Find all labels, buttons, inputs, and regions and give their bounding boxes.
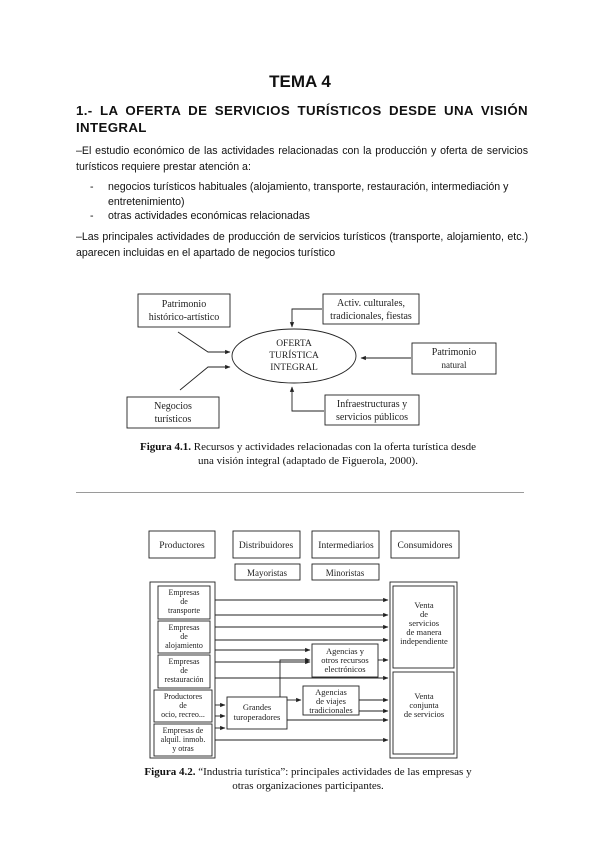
- label-patrimonio-natural-2: natural: [441, 360, 467, 370]
- label-venta-conj-3: de servicios: [403, 709, 445, 719]
- bullet-text: negocios turísticos habituales (alojamiento, transporte, restauración, intermediación y entretenimiento): [108, 181, 509, 208]
- center-label-3: INTEGRAL: [270, 363, 318, 373]
- label-agencias-viajes-2: de viajes: [316, 696, 346, 706]
- label-patrimonio-natural-1: Patrimonio: [431, 347, 477, 358]
- header-intermediarios-label: Intermediarios: [318, 541, 374, 551]
- label-venta-ind-5: independiente: [400, 636, 448, 646]
- label-alquiler-3: y otras: [172, 744, 194, 753]
- label-ocio-3: ocio, recreo...: [161, 710, 205, 719]
- label-restauracion-3: restauración: [164, 675, 204, 684]
- label-agencias-otros-2: otros recursos: [321, 655, 369, 665]
- label-activ-culturales-1: Activ. culturales,: [337, 298, 405, 309]
- label-transporte-3: transporte: [168, 606, 200, 615]
- label-agencias-viajes-3: tradicionales: [309, 705, 353, 715]
- figure-4-2-caption: [140, 765, 476, 793]
- label-patrimonio-historico-1: Patrimonio: [161, 299, 207, 310]
- label-activ-culturales-2: tradicionales, fiestas: [330, 311, 412, 322]
- sub-mayoristas-label: Mayoristas: [247, 568, 287, 578]
- label-restauracion-2: de: [180, 666, 188, 675]
- label-transporte-1: Empresas: [168, 588, 200, 597]
- label-alquiler-2: alquil. inmob.: [160, 735, 206, 744]
- header-distribuidores-label: Distribuidores: [238, 541, 294, 551]
- label-venta-conj-1: Venta: [414, 691, 434, 701]
- section-heading: 1.- LA OFERTA DE SERVICIOS TURÍSTICOS DESDE UNA VISIÓN INTEGRAL: [76, 103, 528, 135]
- header-consumidores-label: Consumidores: [397, 541, 453, 551]
- bullet-marker: -: [90, 181, 94, 193]
- label-venta-ind-1: Venta: [414, 600, 434, 610]
- center-label-2: TURÍSTICA: [269, 351, 319, 361]
- label-patrimonio-historico-2: histórico-artístico: [148, 312, 220, 323]
- center-label-1: OFERTA: [276, 339, 312, 349]
- label-venta-ind-3: servicios: [408, 618, 440, 628]
- bullet-marker: -: [90, 210, 94, 222]
- label-ocio-1: Productores: [163, 692, 203, 701]
- label-alquiler-1: Empresas de: [162, 726, 204, 735]
- label-agencias-otros-1: Agencias y: [325, 646, 365, 656]
- label-negocios-2: turísticos: [154, 414, 192, 425]
- label-venta-conj-2: conjunta: [409, 700, 439, 710]
- label-venta-ind-2: de: [419, 609, 429, 619]
- caption-text: “Industria turística”: principales actividades de las empresas y otras organizaciones participantes.: [198, 766, 472, 792]
- label-alojamiento-2: de: [180, 632, 188, 641]
- label-infraestructuras-2: servicios públicos: [336, 412, 408, 423]
- label-agencias-otros-3: electrónicos: [324, 664, 366, 674]
- label-venta-ind-4: de manera: [406, 627, 442, 637]
- label-restauracion-1: Empresas: [168, 657, 200, 666]
- caption-label: Figura 4.1.: [140, 441, 192, 453]
- label-infraestructuras-1: Infraestructuras y: [336, 399, 408, 410]
- label-alojamiento-1: Empresas: [168, 623, 200, 632]
- label-alojamiento-3: alojamiento: [165, 641, 203, 650]
- caption-label: Figura 4.2.: [144, 766, 196, 778]
- label-grandes-2: turoperadores: [233, 712, 281, 722]
- label-agencias-viajes-1: Agencias: [315, 687, 347, 697]
- label-transporte-2: de: [180, 597, 188, 606]
- sub-minoristas-label: Minoristas: [325, 568, 365, 578]
- label-ocio-2: de: [179, 701, 187, 710]
- intro-paragraph: –El estudio económico de las actividades relacionadas con la producción y oferta de servicios turísticos requiere prestar atención a:: [76, 145, 528, 173]
- label-negocios-1: Negocios: [154, 401, 192, 412]
- page-title: TEMA 4: [269, 72, 331, 91]
- header-productores-label: Productores: [159, 541, 205, 551]
- caption-text: Recursos y actividades relacionadas con la oferta turística desde una visión integral (adaptado de Figuerola, 2000).: [193, 441, 476, 467]
- bullet-text: otras actividades económicas relacionadas: [108, 210, 310, 222]
- label-grandes-1: Grandes: [242, 702, 272, 712]
- second-paragraph: –Las principales actividades de producción de servicios turísticos (transporte, alojamiento, etc.) aparecen incluidas en el apartado de negocios turístico: [76, 231, 528, 259]
